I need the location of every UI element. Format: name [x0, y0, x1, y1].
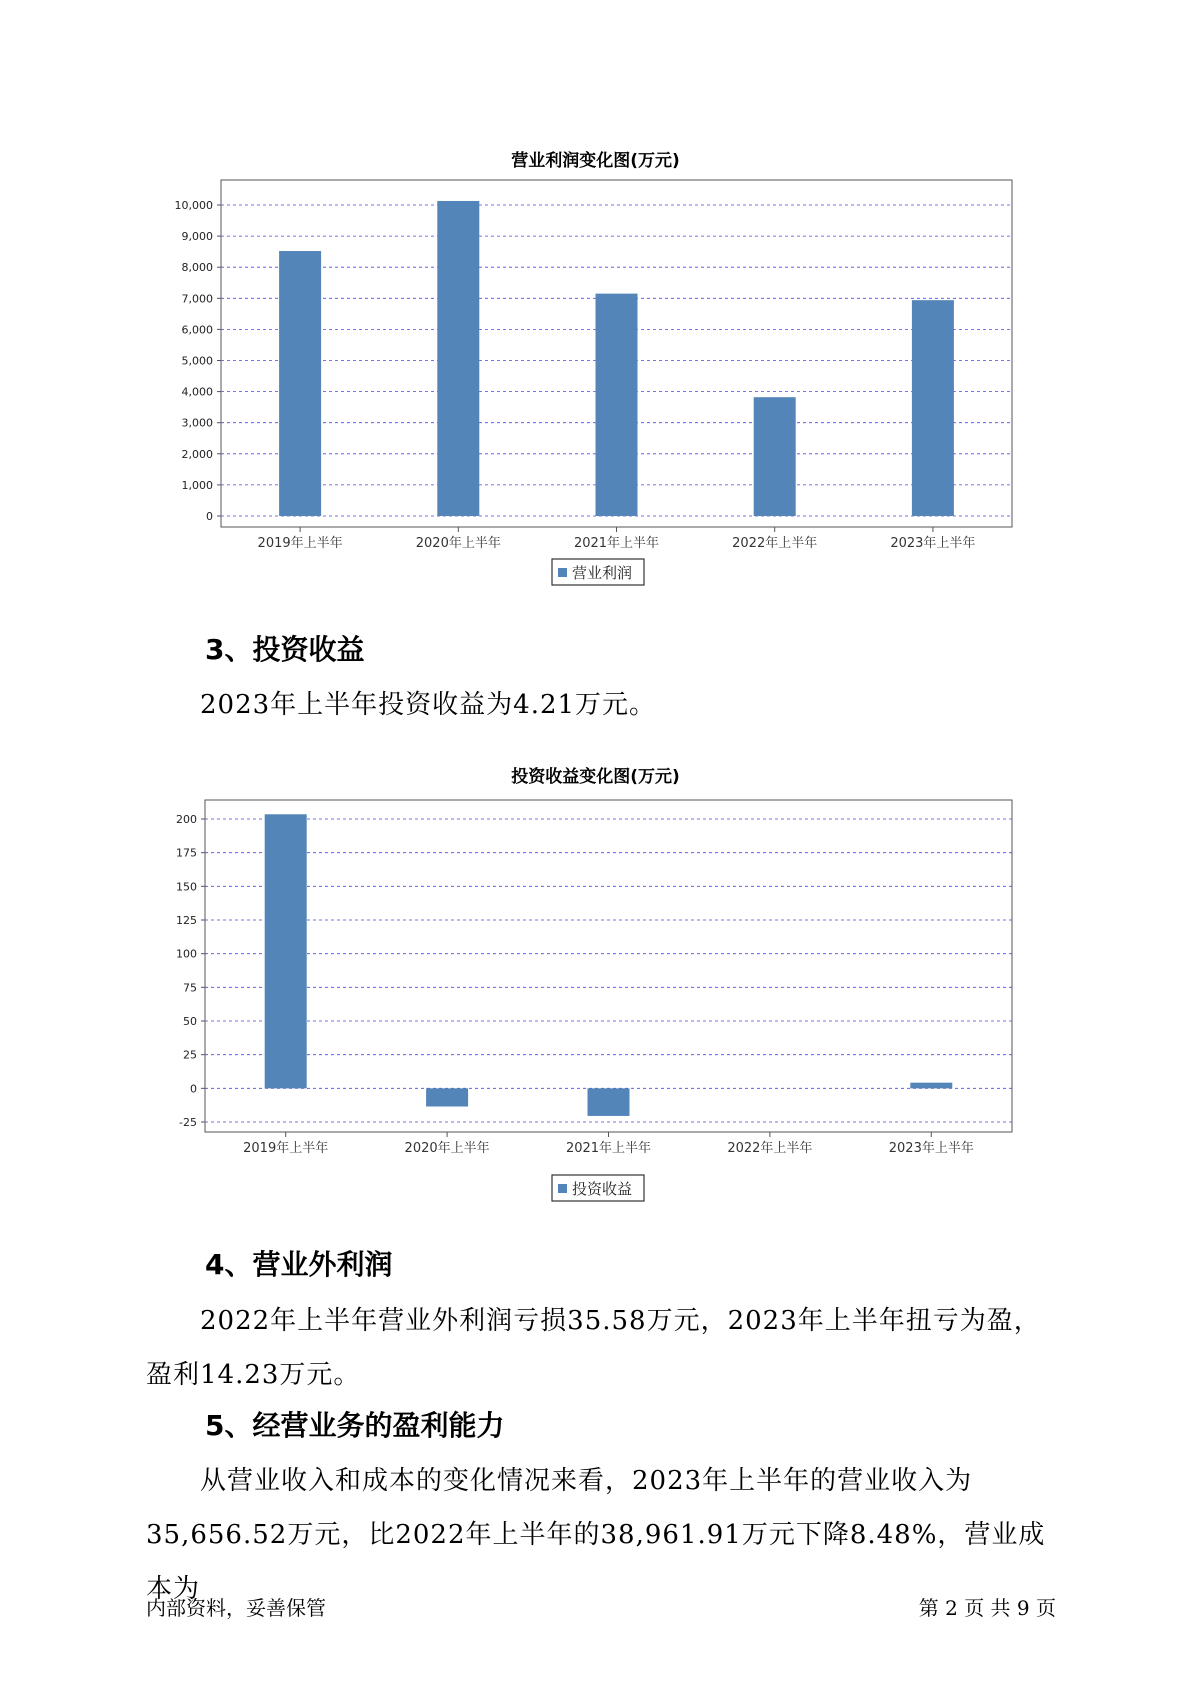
y-tick-label: 4,000	[181, 385, 213, 399]
y-tick-label: 200	[176, 813, 197, 826]
x-tick-label: 2020年上半年	[415, 536, 501, 551]
legend-label: 投资收益	[572, 1180, 633, 1198]
y-tick-label: 10,000	[174, 199, 213, 212]
x-tick-label: 2019年上半年	[257, 536, 343, 551]
y-tick-label: 175	[176, 846, 197, 860]
y-tick-label: 7,000	[181, 292, 213, 306]
section-heading-profitability: 5、经营业务的盈利能力	[205, 1409, 505, 1442]
footer-page-number: 第 2 页 共 9 页	[918, 1596, 1056, 1620]
y-tick-label: 3,000	[181, 416, 213, 430]
y-tick-label: 150	[176, 880, 197, 894]
chart-title-investment-income: 投资收益变化图(万元)	[511, 767, 680, 787]
y-tick-label: 100	[176, 947, 197, 961]
y-tick-label: -25	[179, 1116, 197, 1129]
section-heading-investment-income: 3、投资收益	[205, 633, 365, 666]
paragraph-text: 2023年上半年投资收益为4.21万元。	[200, 690, 657, 720]
plot-frame	[205, 800, 1012, 1132]
y-tick-label: 2,000	[181, 447, 213, 461]
legend-label: 营业利润	[572, 564, 633, 582]
legend	[552, 1175, 644, 1201]
x-tick-label: 2023年上半年	[888, 1141, 974, 1156]
y-tick-label: 8,000	[181, 261, 213, 275]
bar	[265, 814, 307, 1088]
x-tick-label: 2023年上半年	[890, 536, 976, 551]
x-tick-label: 2022年上半年	[732, 536, 818, 551]
x-tick-label: 2019年上半年	[243, 1141, 329, 1156]
y-tick-label: 6,000	[181, 323, 213, 337]
chart-title-operating-profit: 营业利润变化图(万元)	[511, 151, 680, 171]
y-tick-label: 1,000	[181, 478, 213, 492]
y-tick-label: 0	[206, 510, 213, 523]
y-tick-label: 5,000	[181, 354, 213, 368]
x-tick-label: 2021年上半年	[565, 1141, 652, 1156]
section-heading-non-operating-profit: 4、营业外利润	[205, 1248, 393, 1281]
y-tick-label: 25	[183, 1048, 197, 1062]
y-tick-label: 50	[183, 1015, 197, 1028]
bar	[910, 1083, 952, 1089]
x-tick-label: 2020年上半年	[404, 1141, 490, 1156]
legend-swatch	[558, 1184, 567, 1193]
bar	[588, 1088, 630, 1116]
y-tick-label: 75	[183, 981, 197, 995]
y-tick-label: 125	[176, 914, 197, 927]
y-tick-label: 9,000	[181, 230, 213, 244]
paragraph-non-operating-profit	[146, 1294, 1056, 1402]
footer-confidential-note: 内部资料，妥善保管	[146, 1596, 326, 1620]
paragraph-text: 从营业收入和成本的变化情况来看，2023年上半年的营业收入为35,656.52万元，比2022年上半年的38,961.91万元下降8.48%，营业成本为	[146, 1466, 1046, 1604]
x-tick-label: 2022年上半年	[727, 1141, 813, 1156]
paragraph-text: 2022年上半年营业外利润亏损35.58万元，2023年上半年扭亏为盈，盈利14.23万元。	[146, 1306, 1041, 1390]
x-tick-label: 2021年上半年	[573, 536, 660, 551]
bar	[426, 1088, 468, 1106]
y-tick-label: 0	[190, 1082, 197, 1096]
